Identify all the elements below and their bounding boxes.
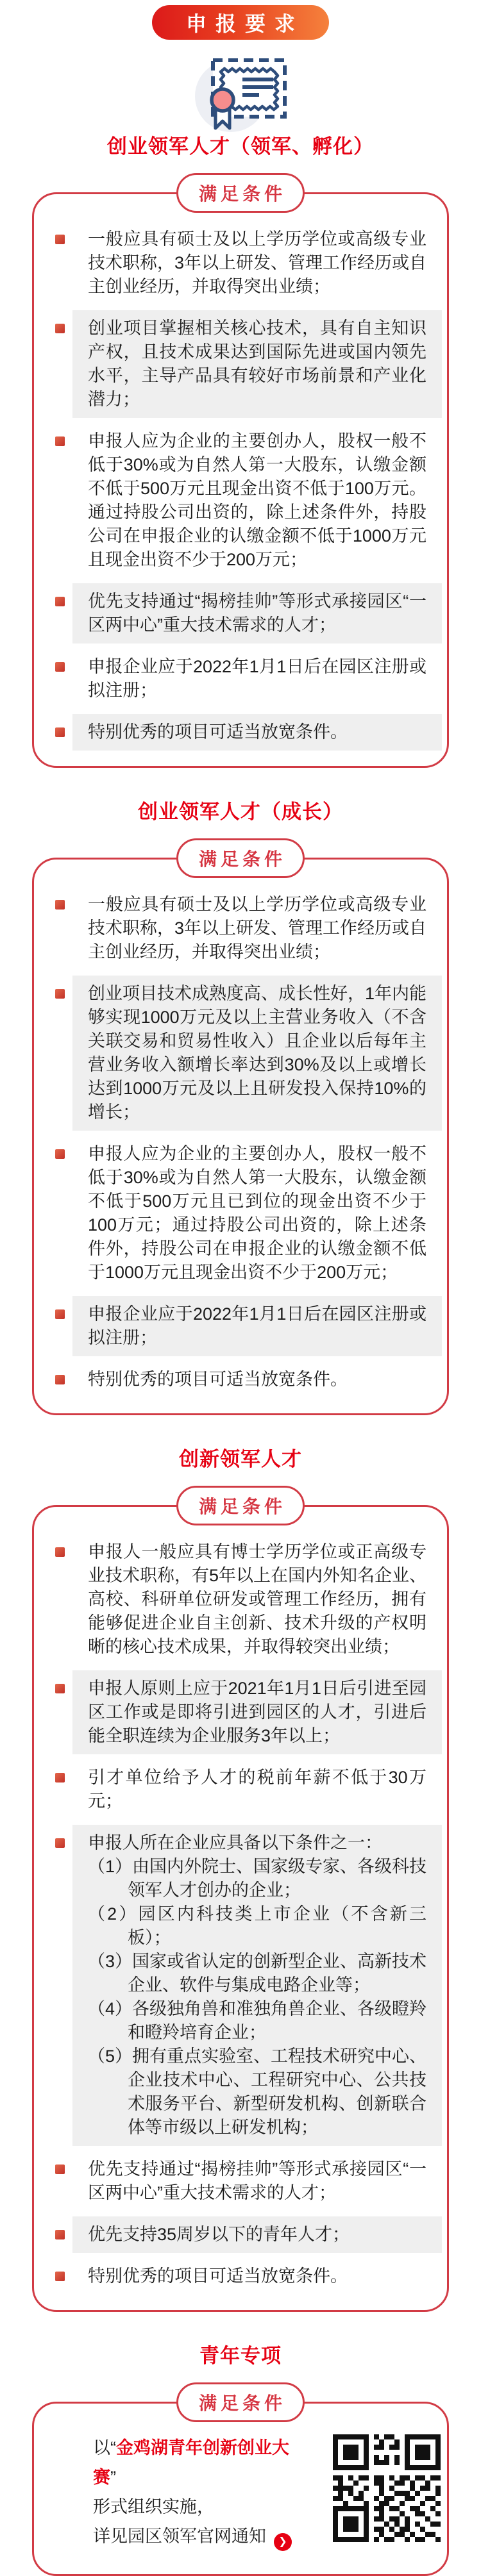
bullet-square-icon <box>55 1773 65 1782</box>
condition-text: 申报人应为企业的主要创办人，股权一般不低于30%或为自然人第一大股东，认缴金额不低于500万元且已到位的现金出资不少于100万元；通过持股公司出资的，除上述条件外，持股公司在申报企业的认缴金额不低于1000万元且现金出资不少于200万元； <box>88 1144 426 1282</box>
condition-text: 优先支持通过“揭榜挂帅”等形式承接园区“一区两中心”重大技术需求的人才； <box>72 583 442 644</box>
bullet-square-icon <box>55 324 65 333</box>
list-item <box>72 2258 442 2295</box>
list-item <box>72 310 442 418</box>
bullet-square-icon <box>55 2272 65 2281</box>
list-item <box>72 2151 442 2211</box>
list-item <box>72 1825 442 2146</box>
sub-condition: （2）园区内科技类上市企业（不含新三板）； <box>88 1904 426 1947</box>
condition-box-1 <box>32 184 449 768</box>
bullet-square-icon <box>55 235 65 244</box>
condition-list-3 <box>34 1534 447 2295</box>
condition-text: 创业项目掌握相关核心技术，具有自主知识产权，且技术成果达到国际先进或国内领先水平，主导产品具有较好市场前景和产业化潜力； <box>72 310 442 418</box>
bullet-square-icon <box>55 989 65 999</box>
condition-text: 创业项目技术成熟度高、成长性好，1年内能够实现1000万元及以上主营业务收入（不含关联交易和贸易性收入）且企业以后每年主营业务收入额增长率达到30%及以上或增长达到1000万元及以上且研发投入保持10%的增长； <box>72 976 442 1131</box>
condition-box-2 <box>32 849 449 1415</box>
sub-condition: （4）各级独角兽和准独角兽企业、各级瞪羚和瞪羚培育企业； <box>88 1999 427 2042</box>
condition-text: 申报企业应于2022年1月1日后在园区注册或拟注册； <box>88 657 426 700</box>
section-title-startup-growth: 创业领军人才（成长） <box>138 801 343 823</box>
arrow-right-icon[interactable]: ❯ <box>274 2533 292 2551</box>
certificate-icon <box>180 53 301 135</box>
condition-list-2 <box>34 886 447 1398</box>
sub-condition: （5）拥有重点实验室、工程技术研究中心、企业技术中心、工程研究中心、公共技术服务平台、新型研发机构、创新联合体等市级以上研发机构； <box>88 2047 427 2137</box>
youth-line3: 详见园区领军官网通知 <box>93 2527 266 2546</box>
list-item <box>72 1670 442 1754</box>
sub-condition: （1）由国内外院士、国家级专家、各级科技领军人才创办的企业； <box>88 1857 427 1900</box>
condition-text: 特别优秀的项目可适当放宽条件。 <box>88 2266 348 2286</box>
list-item <box>72 221 442 305</box>
condition-box-4 <box>32 2393 449 2576</box>
list-item <box>72 1296 442 1356</box>
list-item <box>72 423 442 578</box>
sub-condition: （3）国家或省认定的创新型企业、高新技术企业、软件与集成电路企业等； <box>88 1952 427 1995</box>
condition-badge-4: 满足条件 <box>176 2382 305 2422</box>
youth-content <box>93 2433 428 2551</box>
section-title-innovation-leading: 创新领军人才 <box>179 1448 302 1470</box>
youth-competition-name: 金鸡湖青年创新创业大赛 <box>93 2438 289 2487</box>
condition-text: 申报人一般应具有博士学历学位或正高级专业技术职称，有5年以上在国内外知名企业、高校、科研单位研发或管理工作经历，拥有能够促进企业自主创新、技术升级的产权明晰的核心技术成果，并取得较突出业绩； <box>88 1542 427 1656</box>
condition-box-3 <box>32 1497 449 2312</box>
condition-lead: 申报人所在企业应具备以下条件之一： <box>88 1833 382 1852</box>
list-item <box>72 2216 442 2253</box>
condition-text: 优先支持通过“揭榜挂帅”等形式承接园区“一区两中心”重大技术需求的人才； <box>88 2159 426 2202</box>
bullet-square-icon <box>55 662 65 672</box>
condition-badge-3: 满足条件 <box>176 1486 305 1525</box>
announcement-page <box>0 5 481 2547</box>
condition-badge-1: 满足条件 <box>176 173 305 213</box>
list-item <box>72 1136 442 1291</box>
condition-text: 引才单位给予人才的税前年薪不低于30万元； <box>88 1768 426 1811</box>
condition-text: 申报人原则上应于2021年1月1日后引进至园区工作或是即将引进到园区的人才，引进后能全职连续为企业服务3年以上； <box>72 1670 442 1754</box>
condition-text-with-sublist <box>72 1825 442 2146</box>
bullet-square-icon <box>55 1838 65 1848</box>
bullet-square-icon <box>55 597 65 606</box>
youth-suffix: ” <box>110 2468 116 2487</box>
bullet-square-icon <box>55 436 65 446</box>
list-item <box>72 976 442 1131</box>
bullet-square-icon <box>55 1309 65 1319</box>
bullet-square-icon <box>55 2230 65 2239</box>
section-title-startup-leading: 创业领军人才（领军、孵化） <box>107 135 374 158</box>
bullet-square-icon <box>55 1684 65 1693</box>
section-title-youth-special: 青年专项 <box>199 2345 282 2367</box>
header-badge <box>152 5 329 40</box>
condition-text: 优先支持35周岁以下的青年人才； <box>72 2216 442 2253</box>
bullet-square-icon <box>55 1547 65 1557</box>
condition-text: 一般应具有硕士及以上学历学位或高级专业技术职称，3年以上研发、管理工作经历或自主创业经历，并取得突出业绩； <box>88 229 427 296</box>
condition-badge-2: 满足条件 <box>176 838 305 878</box>
youth-line2: 形式组织实施， <box>93 2497 214 2516</box>
condition-text: 特别优秀的项目可适当放宽条件。 <box>72 714 442 751</box>
bullet-square-icon <box>55 2165 65 2174</box>
header-badge-label: 申报要求 <box>185 12 304 35</box>
condition-text: 一般应具有硕士及以上学历学位或高级专业技术职称，3年以上研发、管理工作经历或自主创业经历，并取得突出业绩； <box>88 895 427 961</box>
list-item <box>72 583 442 644</box>
qr-code <box>333 2434 441 2545</box>
bullet-square-icon <box>55 727 65 737</box>
youth-prefix: 以“ <box>93 2438 116 2457</box>
list-item <box>72 1361 442 1398</box>
list-item <box>72 649 442 709</box>
bullet-square-icon <box>55 1149 65 1159</box>
condition-text: 特别优秀的项目可适当放宽条件。 <box>88 1370 348 1389</box>
list-item <box>72 1534 442 1665</box>
condition-text: 申报人应为企业的主要创办人，股权一般不低于30%或为自然人第一大股东，认缴金额不低于500万元且现金出资不低于100万元。通过持股公司出资的，除上述条件外，持股公司在申报企业的认缴金额不低于1000万元且现金出资不少于200万元； <box>88 431 426 569</box>
condition-list-1 <box>34 221 447 751</box>
list-item <box>72 714 442 751</box>
youth-text <box>93 2433 311 2551</box>
bullet-square-icon <box>55 1375 65 1384</box>
list-item <box>72 886 442 970</box>
condition-text: 申报企业应于2022年1月1日后在园区注册或拟注册； <box>72 1296 442 1356</box>
bullet-square-icon <box>55 900 65 910</box>
list-item <box>72 1759 442 1820</box>
